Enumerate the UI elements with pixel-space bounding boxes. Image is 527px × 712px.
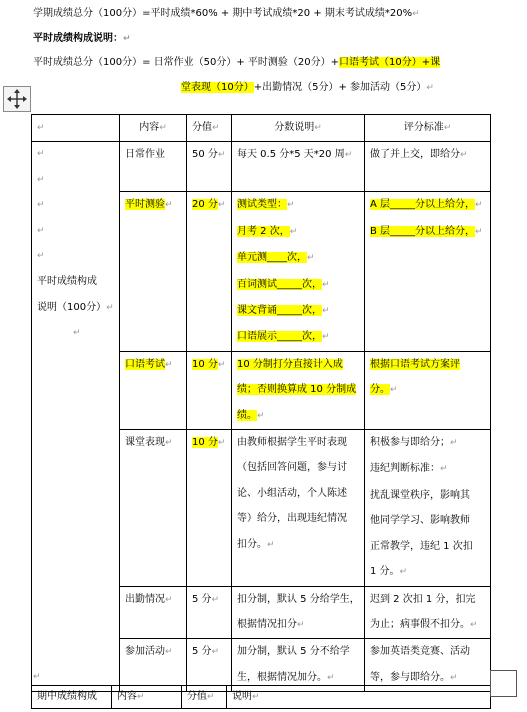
quiz-score: 20 分↵ [187, 192, 232, 351]
oral-description: 10 分制打分直接计入成 绩；否则换算成 10 分制成 绩。↵ [232, 351, 365, 429]
midterm-header-description: 说明↵ [227, 686, 491, 709]
header-criteria: 评分标准↵ [365, 115, 491, 142]
attendance-description: 扣分制，默认 5 分给学生， 根据情况扣分↵ [232, 586, 365, 639]
activity-content: 参加活动↵ [120, 639, 187, 692]
composition-heading: 平时成绩构成说明：↵ [33, 33, 131, 44]
paragraph-mark-icon: ↵ [426, 83, 434, 93]
quiz-criteria: A 层_____分以上给分，↵ B 层_____分以上给分，↵ [365, 192, 491, 351]
side-label-1: 平时成绩构成 [37, 276, 97, 288]
header-description: 分数说明↵ [232, 115, 365, 142]
resize-handle-icon[interactable] [490, 670, 517, 697]
midterm-header-row [32, 686, 491, 709]
paragraph-mark-icon: ↵ [412, 9, 420, 19]
midterm-header-content: 内容↵ [112, 686, 182, 709]
side-label-2: 说明（100分）↵ [37, 301, 114, 313]
oral-criteria: 根据口语考试方案评 分。↵ [365, 351, 491, 429]
class-criteria: 积极参与即给分；↵ 违纪判断标准：↵ 扰乱课堂秩序，影响其 他同学学习、影响教师 正常教学，违纪 1 次扣 1 分。↵ [365, 430, 491, 586]
paragraph-mark-icon: ↵ [33, 672, 41, 682]
oral-score: 10 分↵ [187, 351, 232, 429]
side-label-cell: ↵ ↵ ↵ ↵ ↵ 平时成绩构成 说明（100分）↵ ↵ [32, 142, 120, 692]
oral-content: 口语考试↵ [120, 351, 187, 429]
activity-score: 5 分↵ [187, 639, 232, 692]
quiz-content: 平时测验↵ [120, 192, 187, 351]
formula-line: 学期成绩总分（100分）=平时成绩*60% + 期中考试成绩*20 + 期末考试成绩*20%↵ [33, 8, 420, 19]
header-content: 内容↵ [120, 115, 187, 142]
table-header-row [32, 115, 491, 142]
composition-line-1: 平时成绩总分（100分）= 日常作业（50分）+ 平时测验（20分）+口语考试（10分）+课 [33, 57, 441, 68]
homework-content: 日常作业 [120, 142, 187, 192]
paragraph-mark-icon: ↵ [123, 34, 131, 44]
class-description: 由教师根据学生平时表现 （包括回答问题，参与讨 论、小组活动，个人陈述 等）给分，出现违纪情况 扣分。↵ [232, 430, 365, 586]
midterm-header-score: 分值↵ [182, 686, 227, 709]
side-cell-top [32, 115, 120, 142]
activity-description: 加分制，默认 5 分不给学 生，根据情况加分。↵ [232, 639, 365, 692]
class-score: 10 分↵ [187, 430, 232, 586]
midterm-composition-table [31, 685, 491, 709]
attendance-criteria: 迟到 2 次扣 1 分，扣完 为止；病事假不扣分。↵ [365, 586, 491, 639]
class-content: 课堂表现↵ [120, 430, 187, 586]
score-composition-table [31, 114, 491, 692]
activity-criteria: 参加英语类竞赛、活动 等，参与即给分。↵ [365, 639, 491, 692]
header-score: 分值↵ [187, 115, 232, 142]
move-arrows-icon[interactable] [3, 86, 31, 112]
homework-description: 每天 0.5 分*5 天*20 周↵ [232, 142, 365, 192]
homework-score: 50 分↵ [187, 142, 232, 192]
paragraph-mark-icon: ↵ [37, 123, 45, 133]
quiz-description: 测试类型：↵ 月考 2 次，↵ 单元测____次，↵ 百词测试_____次，↵ 课文背诵_____次，↵ 口语展示_____次，↵ [232, 192, 365, 351]
homework-criteria: 做了并上交，即给分↵ [365, 142, 491, 192]
table-row-homework [32, 142, 491, 192]
move-arrows-glyph [7, 89, 27, 109]
attendance-score: 5 分↵ [187, 586, 232, 639]
composition-line-2: 堂表现（10分）+出勤情况（5分）+ 参加活动（5分）↵ [181, 82, 434, 93]
attendance-content: 出勤情况↵ [120, 586, 187, 639]
midterm-label: 期中成绩构成 [32, 686, 112, 709]
